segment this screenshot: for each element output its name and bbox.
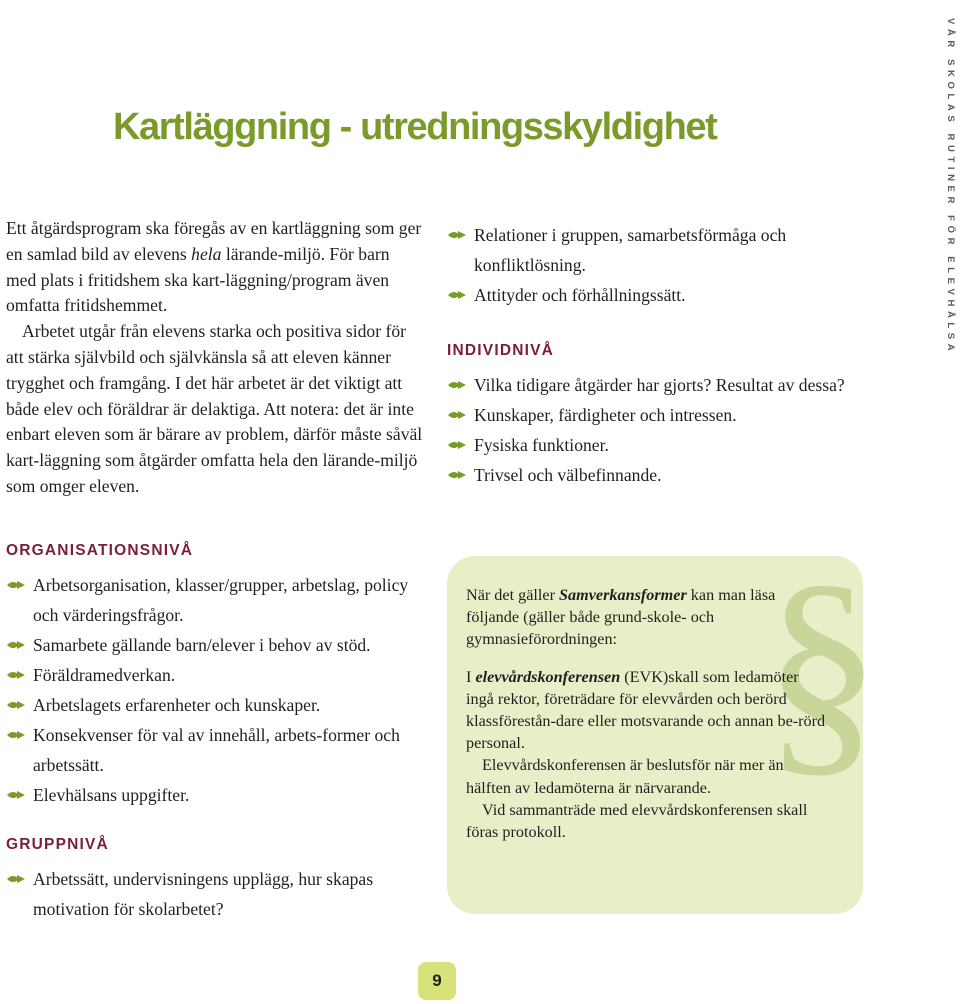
info-box — [447, 537, 881, 914]
leaf-arrow-icon — [6, 579, 26, 591]
info-paragraph-3: Elevvårdskonferensen är beslutsför när mer än hälften av ledamöterna är närvarande. — [466, 756, 784, 797]
intro-paragraph-1: Ett åtgärdsprogram ska föregås av en kartläggning som ger en samlad bild av elevens hela lärande-miljö. För barn med plats i fritidshem ska kart-läggning/program även omfatta fritidshemmet. — [6, 218, 422, 316]
list-item: Arbetslagets erfarenheter och kunskaper. — [6, 690, 436, 720]
gruppniva-list — [6, 864, 436, 924]
list-item: Konsekvenser för val av innehåll, arbets-former och arbetssätt. — [6, 720, 436, 780]
page-title: Kartläggning - utredningsskyldighet — [113, 106, 717, 148]
left-column — [6, 538, 436, 946]
list-item: Arbetssätt, undervisningens upplägg, hur skapas motivation för skolarbetet? — [6, 864, 436, 924]
list-item: Kunskaper, färdigheter och intressen. — [447, 400, 867, 430]
leaf-arrow-icon — [447, 409, 467, 421]
info-paragraph-1: När det gäller Samverkansformer kan man läsa följande (gäller både grund-skole- och gymnasieförordningen: — [466, 586, 776, 649]
section-sign-icon: § — [763, 537, 881, 798]
info-paragraph-4: Vid sammanträde med elevvårdskonferensen skall föras protokoll. — [466, 800, 808, 842]
list-item: Föräldramedverkan. — [6, 660, 436, 690]
list-item: Elevhälsans uppgifter. — [6, 780, 436, 810]
list-item: Fysiska funktioner. — [447, 430, 867, 460]
right-column — [447, 220, 867, 490]
leaf-arrow-icon — [6, 729, 26, 741]
leaf-arrow-icon — [6, 699, 26, 711]
organisation-list — [6, 570, 436, 810]
list-item: Trivsel och välbefinnande. — [447, 460, 867, 490]
list-item: Relationer i gruppen, samarbetsförmåga och konfliktlösning. — [447, 220, 867, 280]
leaf-arrow-icon — [447, 439, 467, 451]
leaf-arrow-icon — [6, 669, 26, 681]
list-item: Vilka tidigare åtgärder har gjorts? Resultat av dessa? — [447, 370, 867, 400]
page-number: 9 — [418, 962, 456, 1000]
leaf-arrow-icon — [6, 639, 26, 651]
side-running-header: VÅR SKOLAS RUTINER FÖR ELEVHÅLSA — [945, 18, 956, 356]
info-box-text — [466, 584, 826, 843]
intro-paragraph-2: Arbetet utgår från elevens starka och positiva sidor för att stärka självbild och självkänsla så att eleven känner trygghet och framgång. I det här arbetet är det viktigt att både elev och föräldrar är delaktiga. Att notera: det är inte enbart eleven som är bärare av problem, därför måste såväl kart-läggning som åtgärder omfatta hela den lärande-miljö som omger eleven. — [6, 321, 423, 496]
leaf-arrow-icon — [6, 873, 26, 885]
list-item: Samarbete gällande barn/elever i behov av stöd. — [6, 630, 436, 660]
info-paragraph-2: I elevvårdskonferensen (EVK)skall som ledamöter ingå rektor, företrädare för elevvården och berörd klassförestån-dare eller motsvarande och annan be-rörd personal. — [466, 667, 826, 753]
leaf-arrow-icon — [447, 469, 467, 481]
group-list-continued — [447, 220, 867, 310]
intro-text — [6, 216, 424, 500]
individ-heading: INDIVIDNIVÅ — [447, 342, 555, 359]
leaf-arrow-icon — [447, 289, 467, 301]
list-item: Attityder och förhållningssätt. — [447, 280, 867, 310]
gruppniva-heading: GRUPPNIVÅ — [6, 836, 109, 853]
leaf-arrow-icon — [447, 229, 467, 241]
individ-list — [447, 370, 867, 490]
leaf-arrow-icon — [447, 379, 467, 391]
leaf-arrow-icon — [6, 789, 26, 801]
list-item: Arbetsorganisation, klasser/grupper, arbetslag, policy och värderingsfrågor. — [6, 570, 436, 630]
organisation-heading: ORGANISATIONSNIVÅ — [6, 542, 194, 559]
